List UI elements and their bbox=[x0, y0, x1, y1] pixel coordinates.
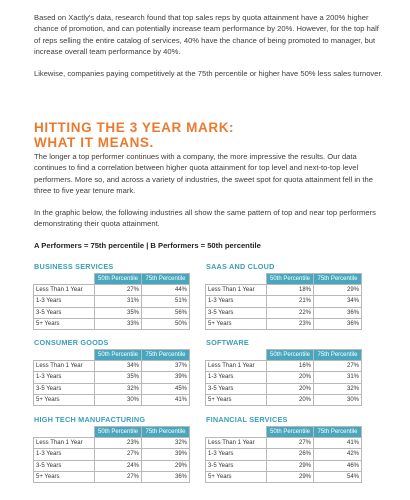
body-paragraph-2: In the graphic below, the following industries all show the same pattern of top and near top performers demonstrating their quota attainment. bbox=[34, 208, 376, 229]
value-50th: 33% bbox=[95, 318, 142, 329]
value-75th: 32% bbox=[142, 438, 190, 449]
table-row bbox=[206, 394, 362, 405]
table-row bbox=[206, 285, 362, 296]
value-50th: 20% bbox=[267, 394, 314, 405]
header-75th: 75th Percentile bbox=[142, 350, 190, 361]
row-label: 3-5 Years bbox=[206, 307, 267, 318]
header-blank-cell bbox=[34, 274, 95, 285]
row-label: 5+ Years bbox=[34, 318, 95, 329]
intro-paragraph-1: Based on Xactly's data, research found that top sales reps by quota attainment have a 200% higher chance of promotion, and can potentially increase team performance by 20%. However, for the top half of reps selling the entire catalog of services, 40% have the chance of being promoted to manager, but increase overall team performance by 40%. bbox=[34, 13, 379, 57]
value-50th: 26% bbox=[267, 449, 314, 460]
header-75th: 75th Percentile bbox=[314, 350, 362, 361]
value-50th: 23% bbox=[267, 318, 314, 329]
table-row bbox=[34, 460, 190, 471]
table-business-services bbox=[33, 273, 190, 330]
row-label: 3-5 Years bbox=[34, 383, 95, 394]
value-50th: 27% bbox=[95, 449, 142, 460]
table-row bbox=[34, 394, 190, 405]
table-software bbox=[205, 349, 362, 406]
table-row bbox=[206, 318, 362, 329]
table-title-financial-services: FINANCIAL SERVICES bbox=[206, 415, 288, 424]
value-50th: 29% bbox=[267, 471, 314, 482]
row-label: 1-3 Years bbox=[34, 372, 95, 383]
row-label: 5+ Years bbox=[206, 318, 267, 329]
value-50th: 23% bbox=[95, 438, 142, 449]
value-75th: 54% bbox=[314, 471, 362, 482]
row-label: Less Than 1 Year bbox=[206, 361, 267, 372]
table-row bbox=[206, 361, 362, 372]
header-50th: 50th Percentile bbox=[95, 274, 142, 285]
value-75th: 36% bbox=[142, 471, 190, 482]
header-blank-cell bbox=[206, 350, 267, 361]
value-75th: 42% bbox=[314, 449, 362, 460]
row-label: 5+ Years bbox=[206, 471, 267, 482]
section-heading-line-2: WHAT IT MEANS. bbox=[34, 135, 154, 150]
table-row bbox=[34, 471, 190, 482]
table-row bbox=[34, 307, 190, 318]
row-label: 1-3 Years bbox=[34, 449, 95, 460]
table-row bbox=[206, 460, 362, 471]
value-50th: 21% bbox=[267, 296, 314, 307]
table-header-row bbox=[34, 427, 190, 438]
table-saas-and-cloud bbox=[205, 273, 362, 330]
value-75th: 39% bbox=[142, 372, 190, 383]
table-row bbox=[34, 372, 190, 383]
value-50th: 30% bbox=[95, 394, 142, 405]
table-row bbox=[34, 449, 190, 460]
header-blank-cell bbox=[206, 427, 267, 438]
value-50th: 20% bbox=[267, 383, 314, 394]
table-row bbox=[206, 307, 362, 318]
table-row bbox=[34, 361, 190, 372]
value-75th: 36% bbox=[314, 307, 362, 318]
table-title-high-tech-manufacturing: HIGH TECH MANUFACTURING bbox=[34, 415, 146, 424]
value-50th: 24% bbox=[95, 460, 142, 471]
intro-paragraph-2: Likewise, companies paying competitively at the 75th percentile or higher have 50% less sales turnover. bbox=[34, 69, 383, 78]
table-header-row bbox=[206, 427, 362, 438]
value-50th: 32% bbox=[95, 383, 142, 394]
table-row bbox=[206, 438, 362, 449]
value-75th: 56% bbox=[142, 307, 190, 318]
table-title-saas-and-cloud: SAAS AND CLOUD bbox=[206, 262, 275, 271]
value-75th: 45% bbox=[142, 383, 190, 394]
table-row bbox=[34, 383, 190, 394]
header-blank-cell bbox=[206, 274, 267, 285]
header-50th: 50th Percentile bbox=[267, 427, 314, 438]
row-label: 3-5 Years bbox=[34, 307, 95, 318]
header-75th: 75th Percentile bbox=[314, 274, 362, 285]
table-row bbox=[34, 296, 190, 307]
header-50th: 50th Percentile bbox=[95, 350, 142, 361]
section-heading bbox=[34, 120, 374, 150]
value-50th: 18% bbox=[267, 285, 314, 296]
value-50th: 27% bbox=[95, 471, 142, 482]
value-50th: 22% bbox=[267, 307, 314, 318]
header-50th: 50th Percentile bbox=[95, 427, 142, 438]
table-row bbox=[206, 372, 362, 383]
row-label: Less Than 1 Year bbox=[206, 285, 267, 296]
value-50th: 35% bbox=[95, 372, 142, 383]
header-75th: 75th Percentile bbox=[142, 427, 190, 438]
value-75th: 34% bbox=[314, 296, 362, 307]
value-75th: 50% bbox=[142, 318, 190, 329]
value-50th: 29% bbox=[267, 460, 314, 471]
value-75th: 41% bbox=[142, 394, 190, 405]
row-label: 3-5 Years bbox=[34, 460, 95, 471]
table-title-software: SOFTWARE bbox=[206, 338, 249, 347]
value-75th: 29% bbox=[142, 460, 190, 471]
value-75th: 37% bbox=[142, 361, 190, 372]
percentile-legend: A Performers = 75th percentile | B Performers = 50th percentile bbox=[34, 241, 261, 250]
table-row bbox=[206, 471, 362, 482]
value-50th: 27% bbox=[95, 285, 142, 296]
table-row bbox=[34, 438, 190, 449]
value-75th: 41% bbox=[314, 438, 362, 449]
row-label: 3-5 Years bbox=[206, 460, 267, 471]
value-50th: 35% bbox=[95, 307, 142, 318]
table-row bbox=[206, 296, 362, 307]
table-header-row bbox=[206, 350, 362, 361]
body-paragraph-1: The longer a top performer continues with a company, the more impressive the results. Our data continues to find a correlation between higher quota attainment for top level and next-to-top level performers. More so, and across a variety of industries, the sweet spot for quota attainment fell in the three to five year tenure mark. bbox=[34, 152, 373, 196]
table-row bbox=[34, 318, 190, 329]
header-50th: 50th Percentile bbox=[267, 274, 314, 285]
value-50th: 16% bbox=[267, 361, 314, 372]
value-75th: 29% bbox=[314, 285, 362, 296]
table-row bbox=[206, 383, 362, 394]
header-75th: 75th Percentile bbox=[314, 427, 362, 438]
value-50th: 20% bbox=[267, 372, 314, 383]
value-75th: 36% bbox=[314, 318, 362, 329]
row-label: Less Than 1 Year bbox=[34, 438, 95, 449]
table-consumer-goods bbox=[33, 349, 190, 406]
value-50th: 31% bbox=[95, 296, 142, 307]
value-75th: 44% bbox=[142, 285, 190, 296]
row-label: 1-3 Years bbox=[206, 296, 267, 307]
row-label: 5+ Years bbox=[34, 394, 95, 405]
header-50th: 50th Percentile bbox=[267, 350, 314, 361]
header-blank-cell bbox=[34, 427, 95, 438]
section-heading-line-1: HITTING THE 3 YEAR MARK: bbox=[34, 120, 235, 135]
value-75th: 30% bbox=[314, 394, 362, 405]
table-financial-services bbox=[205, 426, 362, 483]
row-label: 3-5 Years bbox=[206, 383, 267, 394]
value-75th: 39% bbox=[142, 449, 190, 460]
header-75th: 75th Percentile bbox=[142, 274, 190, 285]
table-title-business-services: BUSINESS SERVICES bbox=[34, 262, 114, 271]
table-header-row bbox=[34, 350, 190, 361]
row-label: 5+ Years bbox=[206, 394, 267, 405]
row-label: Less Than 1 Year bbox=[34, 361, 95, 372]
value-75th: 46% bbox=[314, 460, 362, 471]
row-label: Less Than 1 Year bbox=[206, 438, 267, 449]
table-header-row bbox=[206, 274, 362, 285]
value-50th: 27% bbox=[267, 438, 314, 449]
header-blank-cell bbox=[34, 350, 95, 361]
row-label: 5+ Years bbox=[34, 471, 95, 482]
value-75th: 51% bbox=[142, 296, 190, 307]
table-header-row bbox=[34, 274, 190, 285]
row-label: Less Than 1 Year bbox=[34, 285, 95, 296]
value-75th: 31% bbox=[314, 372, 362, 383]
table-row bbox=[34, 285, 190, 296]
row-label: 1-3 Years bbox=[206, 449, 267, 460]
value-75th: 27% bbox=[314, 361, 362, 372]
row-label: 1-3 Years bbox=[206, 372, 267, 383]
value-75th: 32% bbox=[314, 383, 362, 394]
value-50th: 34% bbox=[95, 361, 142, 372]
table-row bbox=[206, 449, 362, 460]
row-label: 1-3 Years bbox=[34, 296, 95, 307]
table-high-tech-manufacturing bbox=[33, 426, 190, 483]
table-title-consumer-goods: CONSUMER GOODS bbox=[34, 338, 109, 347]
